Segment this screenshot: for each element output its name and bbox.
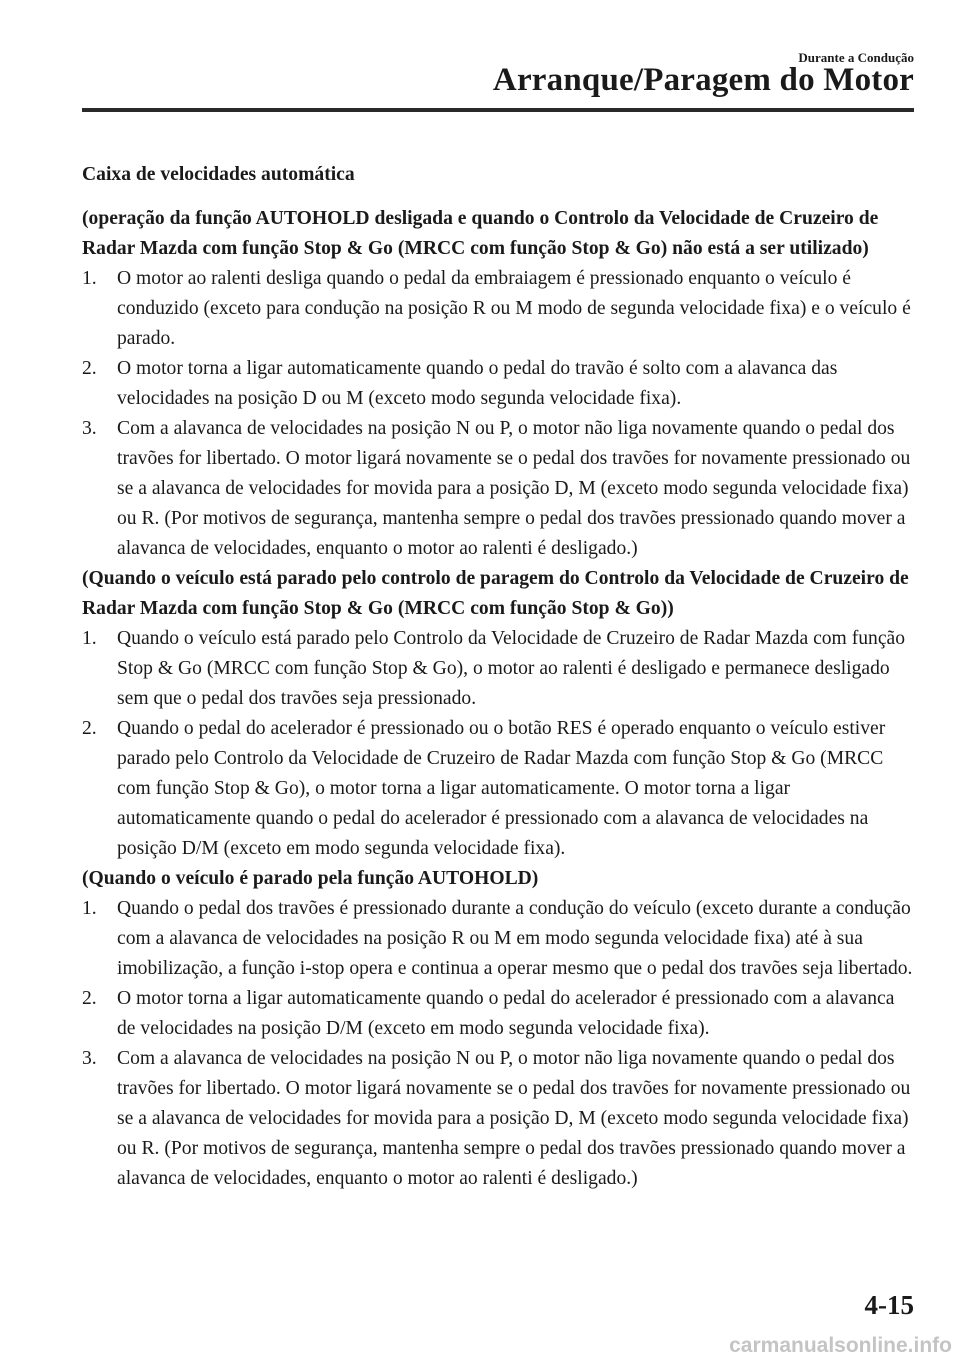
list-item [82, 264, 916, 354]
step-list [82, 894, 916, 1194]
section-heading: Caixa de velocidades automática [82, 164, 355, 185]
step-text: O motor torna a ligar automaticamente quando o pedal do travão é solto com a alavanca das velocidades na posição D ou M (exceto modo segunda velocidade fixa). [117, 358, 838, 409]
list-item [82, 714, 916, 864]
step-list [82, 624, 916, 864]
list-item [82, 984, 916, 1044]
header-divider [82, 108, 914, 112]
step-number: 1. [82, 628, 97, 649]
list-item [82, 414, 916, 564]
step-number: 2. [82, 988, 97, 1009]
step-number: 1. [82, 898, 97, 919]
step-text: O motor torna a ligar automaticamente quando o pedal do acelerador é pressionado com a alavanca de velocidades na posição D/M (exceto em modo segunda velocidade fixa). [117, 988, 895, 1039]
step-text: Quando o pedal dos travões é pressionado durante a condução do veículo (exceto durante a condução com a alavanca de velocidades na posição R ou M em modo segunda velocidade fixa) até à sua imobilização, a função i-stop opera e continua a operar mesmo que o pedal dos travões seja libertado. [117, 898, 913, 979]
condition-heading: (Quando o veículo é parado pela função AUTOHOLD) [82, 868, 539, 889]
step-number: 2. [82, 358, 97, 379]
step-text: Com a alavanca de velocidades na posição N ou P, o motor não liga novamente quando o pedal dos travões for libertado. O motor ligará novamente se o pedal dos travões for novamente pressionado ou se a alavanca de velocidades for movida para a posição D, M (exceto modo segunda velocidade fixa) ou R. (Por motivos de segurança, mantenha sempre o pedal dos travões pressionado quando mover a alavanca de velocidades, enquanto o motor ao ralenti é desligado.) [117, 418, 911, 559]
condition-heading: (Quando o veículo está parado pelo controlo de paragem do Controlo da Velocidade de Cruzeiro de Radar Mazda com função Stop & Go (MRCC com função Stop & Go)) [82, 568, 909, 619]
step-list [82, 264, 916, 564]
step-number: 2. [82, 718, 97, 739]
list-item [82, 624, 916, 714]
step-number: 3. [82, 1048, 97, 1069]
step-text: Com a alavanca de velocidades na posição N ou P, o motor não liga novamente quando o pedal dos travões for libertado. O motor ligará novamente se o pedal dos travões for novamente pressionado ou se a alavanca de velocidades for movida para a posição D, M (exceto modo segunda velocidade fixa) ou R. (Por motivos de segurança, mantenha sempre o pedal dos travões pressionado quando mover a alavanca de velocidades, enquanto o motor ao ralenti é desligado.) [117, 1048, 911, 1189]
header-section-label: Durante a Condução [798, 50, 914, 65]
main-content [82, 160, 916, 1194]
list-item [82, 894, 916, 984]
page-title: Arranque/Paragem do Motor [492, 62, 914, 98]
step-number: 1. [82, 268, 97, 289]
step-text: Quando o pedal do acelerador é pressionado ou o botão RES é operado enquanto o veículo estiver parado pelo Controlo da Velocidade de Cruzeiro de Radar Mazda com função Stop & Go (MRCC com função Stop & Go), o motor torna a ligar automaticamente. O motor torna a ligar automaticamente quando o pedal do acelerador é pressionado com a alavanca de velocidades na posição D/M (exceto em modo segunda velocidade fixa). [117, 718, 886, 859]
list-item [82, 354, 916, 414]
watermark-text: carmanualsonline.info [729, 1334, 952, 1357]
step-text: O motor ao ralenti desliga quando o pedal da embraiagem é pressionado enquanto o veículo é conduzido (exceto para condução na posição R ou M modo de segunda velocidade fixa) e o veículo é parado. [117, 268, 911, 349]
step-number: 3. [82, 418, 97, 439]
list-item [82, 1044, 916, 1194]
condition-heading: (operação da função AUTOHOLD desligada e quando o Controlo da Velocidade de Cruzeiro de Radar Mazda com função Stop & Go (MRCC com função Stop & Go) não está a ser utilizado) [82, 208, 879, 259]
step-text: Quando o veículo está parado pelo Controlo da Velocidade de Cruzeiro de Radar Mazda com função Stop & Go (MRCC com função Stop & Go), o motor ao ralenti é desligado e permanece desligado sem que o pedal dos travões seja pressionado. [117, 628, 906, 709]
page-number: 4-15 [864, 1290, 914, 1320]
